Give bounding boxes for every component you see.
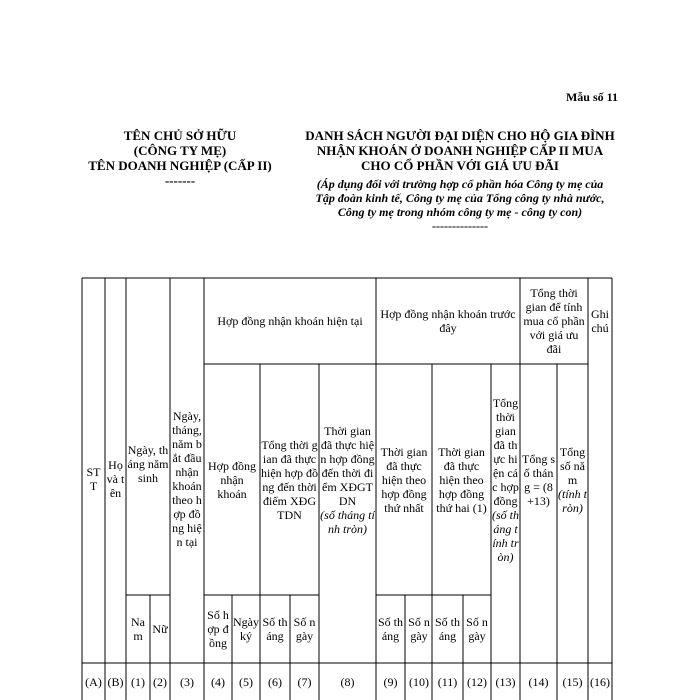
col-so-ngay-b: Số ngày bbox=[408, 615, 430, 643]
col-stt: STT bbox=[86, 465, 101, 493]
col-ngay-ky: Ngày ký bbox=[233, 615, 259, 643]
col-tg-da-thuc-hien bbox=[320, 365, 375, 594]
col-so-thang-c: Số tháng bbox=[434, 615, 460, 643]
title-line-3: CHO CỔ PHẦN VỚI GIÁ ƯU ĐÃI bbox=[361, 158, 559, 173]
owner-rule: ------- bbox=[164, 173, 196, 188]
num-15: (15) bbox=[562, 675, 583, 689]
tong-so-nam-note: (tính tròn) bbox=[558, 486, 587, 515]
col-so-ngay-c: Số ngày bbox=[466, 615, 488, 643]
col-ghi-chu: Ghi chú bbox=[591, 307, 609, 335]
owner-line-1: TÊN CHỦ SỞ HỮU bbox=[123, 128, 237, 143]
num-10: (10) bbox=[409, 675, 429, 689]
num-16: (16) bbox=[590, 675, 610, 689]
col-tong-so-thang: Tổng số tháng = (8+13) bbox=[522, 451, 555, 508]
note-line-3: Công ty mẹ trong nhóm công ty mẹ - công ty con) bbox=[337, 205, 583, 219]
tong-tg-cac-hd-label: Tổng thời gian đã thực hiện các hợp đồng bbox=[492, 395, 519, 508]
col-tg-hd-thu-hai: Thời gian đã thực hiện theo hợp đồng thứ hai (1) bbox=[436, 444, 487, 515]
owner-line-3: TÊN DOANH NGHIỆP (CẤP II) bbox=[88, 158, 272, 173]
group-hd-hien-tai: Hợp đồng nhận khoán hiện tại bbox=[217, 314, 363, 328]
tg-da-thuc-hien-note: (số tháng tính tròn) bbox=[320, 507, 375, 536]
col-ho-ten: Họ và tên bbox=[106, 458, 125, 500]
tg-da-thuc-hien-label: Thời gian đã thực hiện hợp đồng đến thời điểm XĐGTDN bbox=[320, 423, 375, 508]
num-12: (12) bbox=[467, 675, 487, 689]
num-9: (9) bbox=[383, 675, 398, 689]
col-so-hop-dong: Số hợp đồng bbox=[207, 608, 229, 650]
note-line-1: (Áp dụng đối với trường hợp cổ phần hóa Công ty mẹ của bbox=[316, 177, 604, 191]
num-11: (11) bbox=[437, 675, 458, 689]
num-a: (A) bbox=[85, 675, 102, 689]
col-so-thang-b: Số tháng bbox=[377, 615, 403, 643]
num-b: (B) bbox=[107, 675, 124, 689]
num-7: (7) bbox=[297, 675, 312, 689]
form-number: Mẫu số 11 bbox=[565, 90, 618, 104]
col-tg-hd-thu-nhat: Thời gian đã thực hiện theo hợp đồng thứ nhất bbox=[380, 444, 428, 515]
group-hd-truoc-day: Hợp đồng nhận khoán trước đây bbox=[380, 307, 516, 335]
col-ngay-sinh: Ngày, tháng năm sinh bbox=[127, 443, 169, 485]
num-5: (5) bbox=[239, 675, 253, 689]
title-rule: -------------- bbox=[432, 219, 488, 233]
col-hd-nhan-khoan: Hợp đồng nhận khoán bbox=[207, 458, 256, 501]
col-ngay-bat-dau: Ngày, tháng, năm bắt đầu nhận khoán theo hợp đồng hiện tại bbox=[172, 409, 202, 549]
owner-line-2: (CÔNG TY MẸ) bbox=[133, 143, 227, 158]
num-13: (13) bbox=[495, 675, 516, 689]
num-6: (6) bbox=[268, 675, 282, 689]
title-line-2: NHẬN KHOÁN Ở DOANH NGHIỆP CẤP II MUA bbox=[316, 143, 604, 158]
col-nam: Nam bbox=[131, 615, 145, 643]
num-1: (1) bbox=[131, 675, 145, 689]
title-line-1: DANH SÁCH NGƯỜI ĐẠI DIỆN CHO HỘ GIA ĐÌNH bbox=[305, 128, 615, 143]
col-tong-tg-cac-hd bbox=[492, 365, 519, 594]
tong-so-nam-label: Tổng số năm bbox=[559, 444, 586, 487]
group-tong-thoi-gian: Tổng thời gian để tính mua cổ phần với giá ưu đãi bbox=[523, 286, 585, 356]
col-tong-tg-hien-tai: Tổng thời gian đã thực hiện hợp đồng đến thời điểm XĐGTDN bbox=[261, 437, 318, 522]
col-so-thang-a: Số tháng bbox=[262, 615, 288, 643]
num-2: (2) bbox=[153, 675, 167, 689]
col-nu: Nữ bbox=[152, 622, 168, 636]
note-line-2: Tập đoàn kinh tế, Công ty mẹ của Tổng công ty nhà nước, bbox=[315, 191, 605, 205]
tong-tg-cac-hd-note: (số tháng tính tròn) bbox=[492, 507, 519, 564]
num-4: (4) bbox=[211, 675, 225, 689]
col-so-ngay-a: Số ngày bbox=[293, 615, 316, 643]
col-tong-so-nam bbox=[558, 365, 587, 594]
num-3: (3) bbox=[180, 675, 194, 689]
num-8: (8) bbox=[340, 675, 355, 689]
num-14: (14) bbox=[528, 675, 549, 689]
